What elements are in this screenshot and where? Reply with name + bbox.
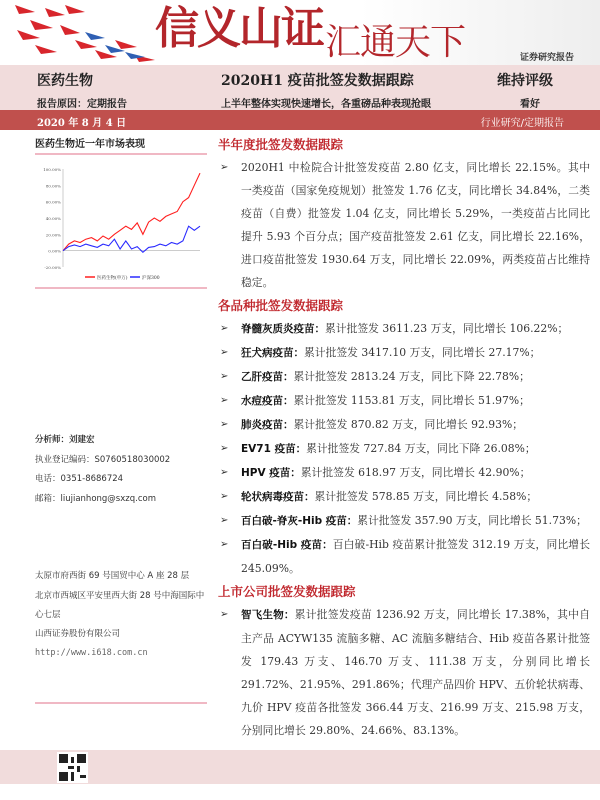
series-line [63,173,200,251]
item-label: 百白破-脊灰-Hib 疫苗： [241,515,358,527]
arrow-bullet-icon: ➢ [220,539,229,550]
bullet-item [218,509,590,533]
arrow-bullet-icon: ➢ [220,609,229,620]
arrow-bullet-icon: ➢ [220,419,229,430]
arrow-bullet-icon: ➢ [220,371,229,382]
report-reason: 报告原因：定期报告 [37,99,127,110]
sidebar [35,132,207,704]
item-text: 累计批签发 357.90 万支，同比增长 51.73%； [357,514,587,527]
item-label: 狂犬病疫苗： [241,347,304,359]
item-text: 累计批签发疫苗 1236.92 万支，同比增长 17.38%，其中自主产品 ACYW135 流脑多糖、AC 流脑多糖结合、Hib 疫苗各累计批签发 179.43 万支、146.70 万支、111.38 万支，分别同比增长 291.72%、21.95%、291.86%；代理产品四价 HPV、五价轮状病毒、九价 HPV 疫苗各批签发 366.44 万支、216.99 万支、215.98 万支，分别同比增长 29.80%、24.66%、83.13%。 [241,608,590,737]
bullet-item [218,461,590,485]
chart-title: 医药生物近一年市场表现 [35,139,145,150]
item-label: 百白破-Hib 疫苗： [241,539,333,551]
arrow-bullet-icon: ➢ [220,323,229,334]
bird-flock-logo-icon [5,0,175,65]
y-tick-label: 100.00% [43,167,61,172]
bullet-item [218,437,590,461]
divider [35,702,207,704]
address-taiyuan: 太原市府西街 69 号国贸中心 A 座 28 层 [35,571,190,581]
item-label: 肺炎疫苗： [241,419,294,431]
bullet-item [218,603,590,742]
report-subtitle: 上半年整体实现快速增长，各重磅品种表现抢眼 [221,99,431,110]
bullet-item [218,389,590,413]
report-date: 2020 年 8 月 4 日 [37,118,127,129]
phone: 电话：0351-8686724 [35,474,124,484]
bullet-item [218,413,590,437]
item-label: 脊髓灰质炎疫苗： [241,323,325,335]
legend-label: 医药生物(申万) [97,276,128,281]
license-number: 执业登记编码：S0760518030002 [35,454,171,465]
address-beijing: 北京市西城区平安里西大街 28 号中海国际中心七层 [35,590,205,620]
bullet-item [218,317,590,341]
header-band [0,65,600,110]
item-label: 水痘疫苗： [241,395,294,407]
rating-value: 看好 [520,99,540,110]
item-label: 轮状病毒疫苗： [241,491,315,503]
arrow-bullet-icon: ➢ [220,491,229,502]
bullet-item [218,365,590,389]
y-tick-label: 0.00% [48,248,61,254]
email-link[interactable]: 邮箱：liujianhong@sxzq.com [35,493,156,504]
report-type: 行业研究/定期报告 [480,118,564,129]
bullet-item [218,156,590,294]
y-tick-label: 20.00% [45,232,61,238]
qr-code [57,752,88,783]
qr-code-icon [59,754,86,781]
section-heading: 上市公司批签发数据跟踪 [218,584,356,599]
brand-banner [0,0,600,65]
item-text: 累计批签发 2813.24 万支，同比下降 22.78%； [293,370,530,383]
date-bar [0,110,600,130]
page-title: 2020H1 疫苗批签发数据跟踪 [221,73,414,89]
series-line [63,226,200,252]
y-tick-label: -20.00% [44,265,61,270]
item-label: EV71 疫苗： [241,443,307,455]
market-performance-chart [35,155,207,283]
bullet-item [218,341,590,365]
bullet-item [218,485,590,509]
bullet-item [218,533,590,580]
analyst-name: 分析师：刘建宏 [35,435,95,445]
arrow-bullet-icon: ➢ [220,395,229,406]
arrow-bullet-icon: ➢ [220,443,229,454]
company-name: 山西证券股份有限公司 [35,628,121,639]
section-heading: 半年度批签发数据跟踪 [218,137,344,152]
item-label: 智飞生物： [241,609,295,621]
item-text: 累计批签发 3417.10 万支，同比增长 27.17%； [304,346,541,359]
item-label: 乙肝疫苗： [241,371,294,383]
y-tick-label: 40.00% [45,216,61,221]
legend-label: 沪深300 [142,276,160,281]
item-text: 累计批签发 727.84 万支，同比下降 26.08%； [306,442,536,455]
industry-label: 医药生物 [37,73,93,89]
item-text: 百白破-Hib 疫苗累计批签发 312.19 万支，同比增长 245.09%。 [241,538,590,575]
item-text: 累计批签发 578.85 万支，同比增长 4.58%； [314,490,538,503]
item-text: 2020H1 中检院合计批签发疫苗 2.80 亿支，同比增长 22.15%。其中一类疫苗（国家免疫规划）批签发 1.76 亿支，同比增长 34.84%，二类疫苗（自费）批签发 1.04 亿支，同比增长 5.29%，一类疫苗占比同比提升 5.93 个百分点；国产疫苗批签发 2.61 亿支，同比增长 22.16%，进口疫苗批签发 1930.64 万支，同比增长 22.09%，两类疫苗占比维持稳定。 [241,161,590,289]
arrow-bullet-icon: ➢ [220,467,229,478]
website-link[interactable]: http://www.i618.com.cn [35,648,148,658]
item-text: 累计批签发 618.97 万支，同比增长 42.90%； [300,466,531,479]
y-tick-label: 60.00% [45,199,61,205]
main-content [218,133,590,742]
report-category: 证券研究报告 [520,53,575,63]
logo-main-text: 信义山证 [155,3,323,54]
logo-slogan: 汇通天下 [325,22,466,63]
rating-label: 维持评级 [497,73,553,89]
arrow-bullet-icon: ➢ [220,347,229,358]
item-text: 累计批签发 870.82 万支，同比增长 92.93%； [293,418,524,431]
section-heading: 各品种批签发数据跟踪 [218,298,344,313]
y-tick-label: 80.00% [45,183,61,189]
item-label: HPV 疫苗： [241,467,301,479]
footer-band [0,750,600,784]
divider [35,287,207,289]
item-text: 累计批签发 1153.81 万支，同比增长 51.97%； [293,394,530,407]
arrow-bullet-icon: ➢ [220,515,229,526]
arrow-bullet-icon: ➢ [220,162,229,173]
item-text: 累计批签发 3611.23 万支，同比增长 106.22%； [325,322,569,335]
